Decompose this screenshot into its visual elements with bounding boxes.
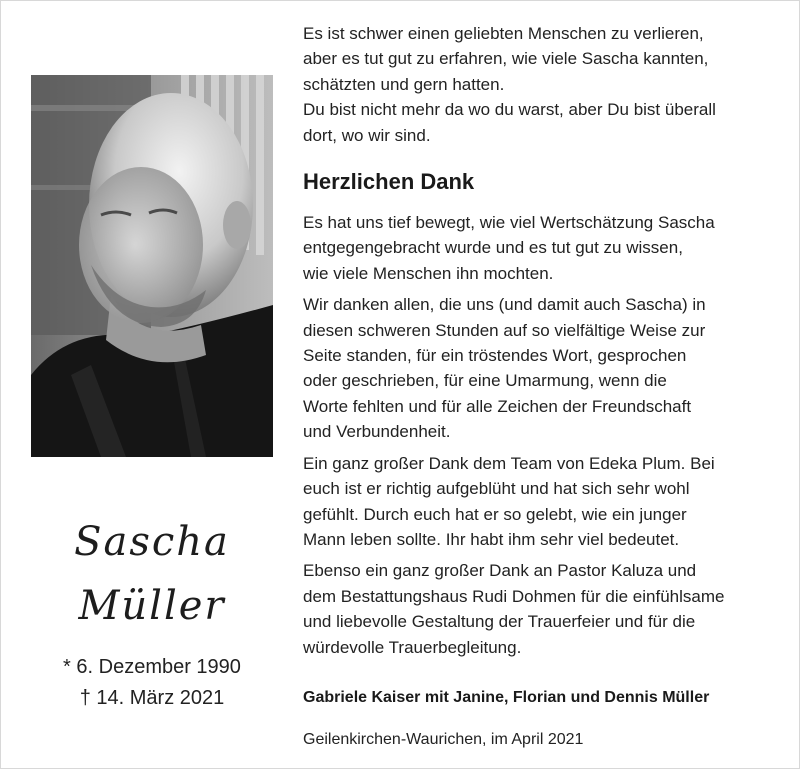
paragraph-line: Worte fehlten und für alle Zeichen der Freundschaft bbox=[303, 396, 692, 416]
paragraph-line: diesen schweren Stunden auf so vielfältige Weise zur bbox=[303, 320, 706, 340]
paragraph-line: Mann leben sollte. Ihr habt ihm sehr viel bedeutet. bbox=[303, 529, 680, 549]
memorial-quote bbox=[303, 21, 783, 148]
quote-line: dort, wo wir sind. bbox=[303, 125, 431, 145]
signature: Gabriele Kaiser mit Janine, Florian und Dennis Müller bbox=[303, 689, 710, 706]
paragraph-line: Wir danken allen, die uns (und damit auch Sascha) in bbox=[303, 295, 706, 315]
thanks-heading: Herzlichen Dank bbox=[303, 169, 475, 195]
quote-line: Es ist schwer einen geliebten Menschen zu verlieren, bbox=[303, 24, 704, 43]
place-and-date: Geilenkirchen-Waurichen, im April 2021 bbox=[303, 731, 584, 748]
paragraph-line: wie viele Menschen ihn mochten. bbox=[303, 263, 554, 283]
birth-date: * 6. Dezember 1990 bbox=[63, 656, 241, 678]
paragraph-line: gefühlt. Durch euch hat er so gelebt, wie ein junger bbox=[303, 504, 687, 524]
thanks-paragraph bbox=[303, 292, 783, 444]
text-column bbox=[303, 21, 783, 666]
paragraph-line: oder geschrieben, für eine Umarmung, wenn die bbox=[303, 371, 667, 391]
thanks-paragraph bbox=[303, 210, 783, 286]
paragraph-line: dem Bestattungshaus Rudi Dohmen für die einfühlsame bbox=[303, 586, 725, 606]
thanks-paragraph bbox=[303, 558, 783, 660]
portrait-image bbox=[31, 75, 273, 457]
quote-line: schätzten und gern hatten. bbox=[303, 74, 505, 94]
paragraph-line: und liebevolle Gestaltung der Trauerfeier und für die bbox=[303, 612, 696, 632]
paragraph-line: Ein ganz großer Dank dem Team von Edeka Plum. Bei bbox=[303, 453, 715, 473]
paragraph-line: Seite standen, für ein tröstendes Wort, gesprochen bbox=[303, 346, 687, 366]
quote-line: Du bist nicht mehr da wo du warst, aber Du bist überall bbox=[303, 100, 716, 120]
paragraph-line: würdevolle Trauerbegleitung. bbox=[303, 637, 522, 657]
first-name: Sascha bbox=[74, 519, 230, 565]
paragraph-line: euch ist er richtig aufgeblüht und hat sich sehr wohl bbox=[303, 479, 690, 499]
paragraph-line: Ebenso ein ganz großer Dank an Pastor Kaluza und bbox=[303, 561, 697, 581]
paragraph-line: Es hat uns tief bewegt, wie viel Wertschätzung Sascha bbox=[303, 213, 715, 233]
portrait-photo bbox=[31, 75, 273, 457]
paragraph-line: und Verbundenheit. bbox=[303, 422, 451, 442]
quote-line: aber es tut gut zu erfahren, wie viele Sascha kannten, bbox=[303, 49, 709, 69]
paragraph-line: entgegengebracht wurde und es tut gut zu wissen, bbox=[303, 238, 683, 258]
thanks-paragraph bbox=[303, 451, 783, 553]
last-name: Müller bbox=[78, 583, 226, 629]
death-date: † 14. März 2021 bbox=[79, 687, 225, 709]
